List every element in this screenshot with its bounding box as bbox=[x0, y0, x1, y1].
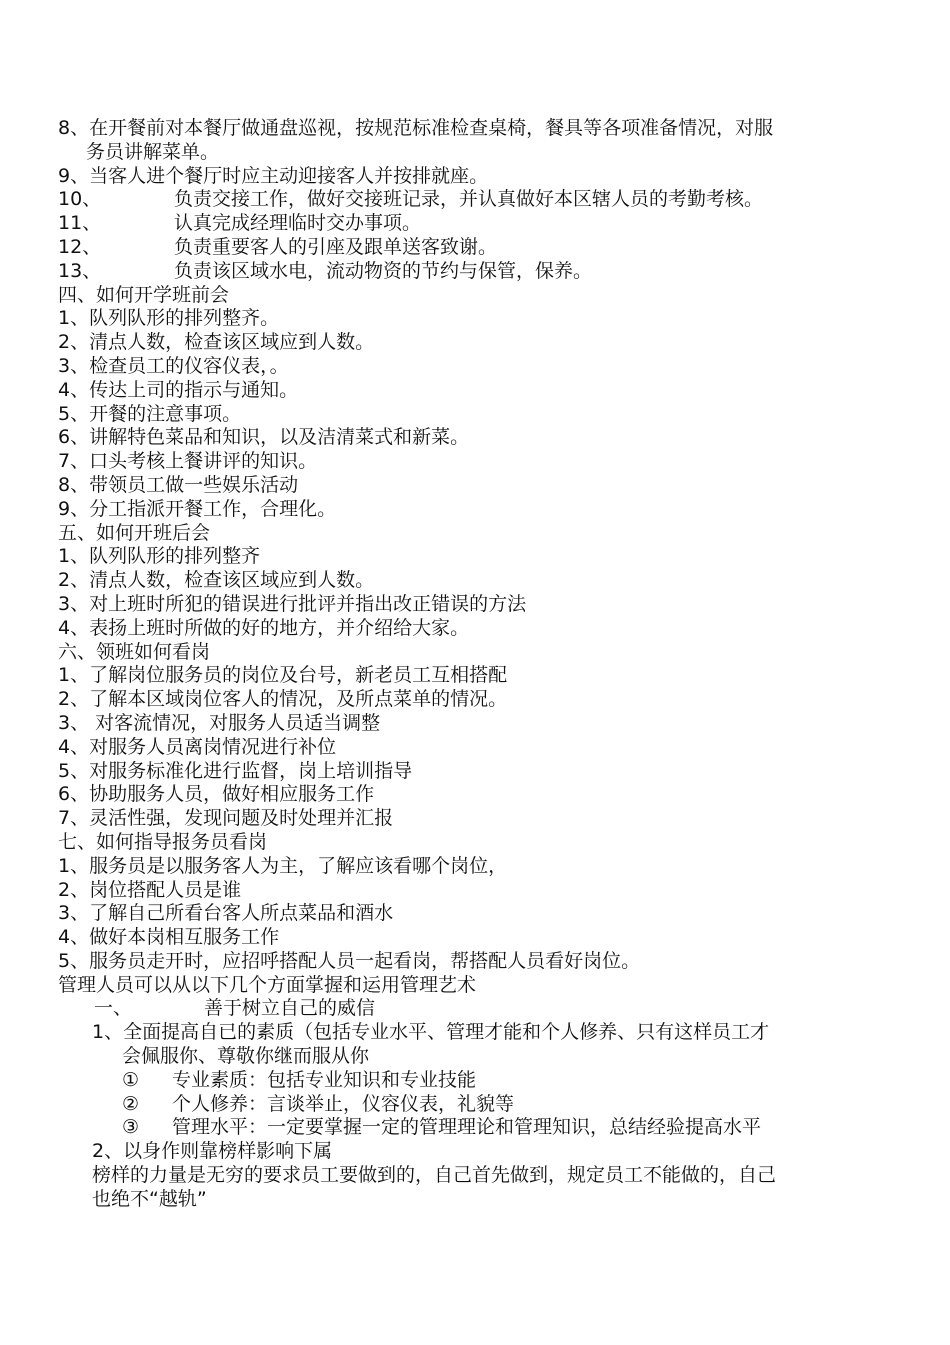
circled-number: ① bbox=[122, 1068, 140, 1091]
subsection-heading bbox=[58, 997, 858, 1021]
item-number: 4、 bbox=[58, 735, 90, 758]
subsection-number: 一、 bbox=[94, 997, 133, 1020]
item-number: 5、 bbox=[58, 949, 90, 972]
paragraph bbox=[58, 1021, 858, 1045]
item-number: 1、 bbox=[58, 545, 90, 568]
item-number: 1、 bbox=[58, 854, 90, 877]
subsection-title: 善于树立自己的威信 bbox=[204, 997, 376, 1020]
paragraph-text: 也绝不“越轨” bbox=[92, 1187, 207, 1210]
paragraph-text: 管理人员可以从以下几个方面掌握和运用管理艺术 bbox=[58, 973, 477, 996]
item-number: 2、 bbox=[58, 878, 90, 901]
list-item bbox=[58, 355, 858, 379]
list-item bbox=[58, 807, 858, 831]
item-text: 负责该区域水电，流动物资的节约与保管，保养。 bbox=[174, 259, 593, 282]
item-text: 在开餐前对本餐厅做通盘巡视，按规范标准检查桌椅，餐具等各项准备情况，对服 bbox=[89, 117, 774, 139]
item-text: 队列队形的排列整齐 bbox=[89, 545, 261, 568]
item-number: 12、 bbox=[58, 235, 102, 258]
item-number: 2、 bbox=[58, 331, 90, 354]
item-text: 对上班时所犯的错误进行批评并指出改正错误的方法 bbox=[89, 592, 527, 615]
paragraph bbox=[58, 1164, 858, 1188]
heading-text: 四、如何开学班前会 bbox=[58, 283, 230, 306]
list-item bbox=[58, 498, 858, 522]
item-number: 5、 bbox=[58, 759, 90, 782]
list-item bbox=[58, 569, 858, 593]
item-text: 服务员走开时，应招呼搭配人员一起看岗，帮搭配人员看好岗位。 bbox=[89, 949, 641, 972]
item-text: 清点人数，检查该区域应到人数。 bbox=[89, 569, 375, 592]
list-item-continuation bbox=[58, 141, 858, 165]
item-number: 7、 bbox=[58, 807, 90, 830]
item-number: 9、 bbox=[58, 497, 90, 520]
item-number: 9、 bbox=[58, 164, 90, 187]
paragraph-text: 榜样的力量是无穷的要求员工要做到的，自己首先做到，规定员工不能做的，自己 bbox=[92, 1164, 777, 1187]
section-heading bbox=[58, 284, 858, 308]
item-text: 认真完成经理临时交办事项。 bbox=[174, 212, 422, 235]
item-text: 岗位搭配人员是谁 bbox=[89, 878, 242, 901]
item-number: 8、 bbox=[58, 117, 90, 139]
item-text: 分工指派开餐工作，合理化。 bbox=[89, 497, 337, 520]
list-item bbox=[58, 950, 858, 974]
item-number: 10、 bbox=[58, 188, 102, 211]
item-number: 3、 bbox=[58, 711, 90, 734]
circled-list-item bbox=[58, 1093, 858, 1117]
item-text: 务员讲解菜单。 bbox=[86, 140, 220, 163]
section-heading bbox=[58, 641, 858, 665]
item-text: 带领员工做一些娱乐活动 bbox=[89, 473, 299, 496]
item-number: 6、 bbox=[58, 783, 90, 806]
item-text: 对客流情况，对服务人员适当调整 bbox=[89, 711, 381, 734]
item-text: 灵活性强，发现问题及时处理并汇报 bbox=[89, 807, 394, 830]
list-item bbox=[58, 260, 858, 284]
list-item bbox=[58, 902, 858, 926]
item-number: 1、 bbox=[58, 307, 90, 330]
item-number: 7、 bbox=[58, 450, 90, 473]
item-number: 4、 bbox=[58, 378, 90, 401]
heading-text: 五、如何开班后会 bbox=[58, 521, 211, 544]
item-number: 4、 bbox=[58, 926, 90, 949]
item-number: 3、 bbox=[58, 592, 90, 615]
item-text: 队列队形的排列整齐。 bbox=[89, 307, 280, 330]
list-item bbox=[58, 664, 858, 688]
heading-text: 六、领班如何看岗 bbox=[58, 640, 211, 663]
heading-text: 七、如何指导报务员看岗 bbox=[58, 830, 268, 853]
paragraph-text: 1、全面提高自已的素质（包括专业水平、管理才能和个人修养、只有这样员工才 bbox=[92, 1021, 770, 1044]
list-item bbox=[58, 331, 858, 355]
list-item bbox=[58, 307, 858, 331]
item-number: 11、 bbox=[58, 212, 102, 235]
circled-list-item bbox=[58, 1069, 858, 1093]
item-text: 了解岗位服务员的岗位及台号，新老员工互相搭配 bbox=[89, 664, 508, 687]
paragraph-continuation bbox=[58, 1188, 858, 1212]
item-text: 对服务标准化进行监督，岗上培训指导 bbox=[89, 759, 413, 782]
item-number: 4、 bbox=[58, 616, 90, 639]
list-item bbox=[58, 117, 858, 141]
list-item bbox=[58, 426, 858, 450]
item-text: 表扬上班时所做的好的地方，并介绍给大家。 bbox=[89, 616, 470, 639]
list-item bbox=[58, 212, 858, 236]
item-number: 5、 bbox=[58, 402, 90, 425]
item-text: 专业素质：包括专业知识和专业技能 bbox=[172, 1068, 477, 1091]
item-text: 协助服务人员，做好相应服务工作 bbox=[89, 783, 375, 806]
item-text: 清点人数，检查该区域应到人数。 bbox=[89, 331, 375, 354]
list-item bbox=[58, 855, 858, 879]
list-item bbox=[58, 236, 858, 260]
item-number: 3、 bbox=[58, 354, 90, 377]
item-number: 2、 bbox=[58, 688, 90, 711]
item-number: 3、 bbox=[58, 902, 90, 925]
item-text: 对服务人员离岗情况进行补位 bbox=[89, 735, 337, 758]
item-text: 了解自己所看台客人所点菜品和酒水 bbox=[89, 902, 394, 925]
list-item bbox=[58, 617, 858, 641]
list-item bbox=[58, 188, 858, 212]
circled-list-item bbox=[58, 1116, 858, 1140]
section-heading bbox=[58, 831, 858, 855]
item-number: 13、 bbox=[58, 259, 102, 282]
circled-number: ② bbox=[122, 1092, 140, 1115]
item-text: 做好本岗相互服务工作 bbox=[89, 926, 280, 949]
list-item bbox=[58, 736, 858, 760]
item-text: 负责交接工作，做好交接班记录，并认真做好本区辖人员的考勤考核。 bbox=[174, 188, 764, 211]
section-heading bbox=[58, 522, 858, 546]
list-item bbox=[58, 165, 858, 189]
item-number: 6、 bbox=[58, 426, 90, 449]
item-text: 个人修养：言谈举止，仪容仪表，礼貌等 bbox=[172, 1092, 515, 1115]
paragraph bbox=[58, 1140, 858, 1164]
item-text: 传达上司的指示与通知。 bbox=[89, 378, 299, 401]
document-body bbox=[58, 117, 858, 1212]
list-item bbox=[58, 712, 858, 736]
item-text: 开餐的注意事项。 bbox=[89, 402, 242, 425]
item-text: 服务员是以服务客人为主，了解应该看哪个岗位， bbox=[89, 854, 508, 877]
paragraph-text: 2、以身作则靠榜样影响下属 bbox=[92, 1140, 333, 1163]
item-number: 2、 bbox=[58, 569, 90, 592]
list-item bbox=[58, 783, 858, 807]
list-item bbox=[58, 474, 858, 498]
item-text: 口头考核上餐讲评的知识。 bbox=[89, 450, 318, 473]
paragraph-continuation bbox=[58, 1045, 858, 1069]
list-item bbox=[58, 688, 858, 712]
item-text: 检查员工的仪容仪表，。 bbox=[89, 354, 289, 377]
item-text: 负责重要客人的引座及跟单送客致谢。 bbox=[174, 235, 498, 258]
item-number: 8、 bbox=[58, 473, 90, 496]
circled-number: ③ bbox=[122, 1116, 140, 1139]
list-item bbox=[58, 593, 858, 617]
item-text: 了解本区域岗位客人的情况，及所点菜单的情况。 bbox=[89, 688, 508, 711]
list-item bbox=[58, 450, 858, 474]
item-text: 当客人进个餐厅时应主动迎接客人并按排就座。 bbox=[89, 164, 489, 187]
list-item bbox=[58, 403, 858, 427]
list-item bbox=[58, 879, 858, 903]
list-item bbox=[58, 760, 858, 784]
list-item bbox=[58, 545, 858, 569]
item-text: 管理水平：一定要掌握一定的管理理论和管理知识，总结经验提高水平 bbox=[172, 1116, 762, 1139]
paragraph bbox=[58, 974, 858, 998]
paragraph-text: 会佩服你、尊敬你继而服从你 bbox=[122, 1045, 370, 1068]
list-item bbox=[58, 379, 858, 403]
item-number: 1、 bbox=[58, 664, 90, 687]
list-item bbox=[58, 926, 858, 950]
item-text: 讲解特色菜品和知识，以及洁清菜式和新菜。 bbox=[89, 426, 470, 449]
